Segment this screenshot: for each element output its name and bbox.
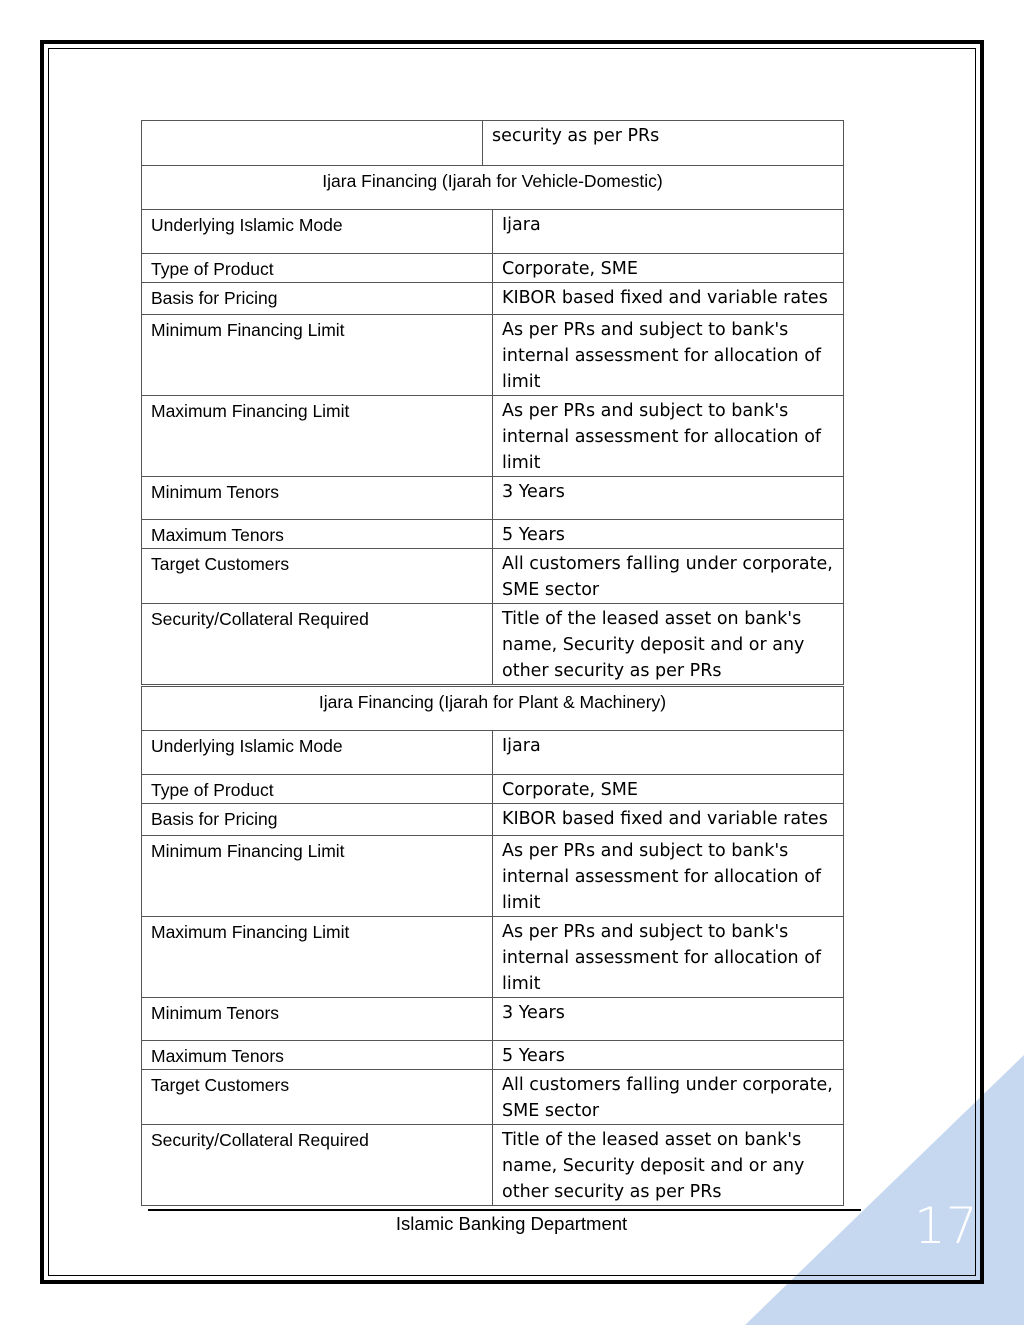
row-label: Maximum Tenors bbox=[142, 1041, 493, 1070]
table-row bbox=[142, 549, 844, 604]
table-row bbox=[142, 775, 844, 804]
row-label: Security/Collateral Required bbox=[142, 604, 493, 685]
row-label: Type of Product bbox=[142, 775, 493, 804]
table-title: Ijara Financing (Ijarah for Vehicle-Domestic) bbox=[142, 166, 844, 210]
row-value: 5 Years bbox=[493, 1041, 844, 1070]
row-value: 5 Years bbox=[493, 520, 844, 549]
table-row bbox=[142, 210, 844, 254]
table-row bbox=[142, 396, 844, 477]
row-value: KIBOR based fixed and variable rates bbox=[493, 283, 844, 315]
row-value: 3 Years bbox=[493, 998, 844, 1041]
table-row bbox=[142, 998, 844, 1041]
row-label: Underlying Islamic Mode bbox=[142, 731, 493, 775]
row-label: Target Customers bbox=[142, 1070, 493, 1125]
table-row bbox=[142, 804, 844, 836]
table-row bbox=[142, 121, 844, 166]
table-row bbox=[142, 1070, 844, 1125]
row-label: Maximum Financing Limit bbox=[142, 917, 493, 998]
row-value: As per PRs and subject to bank's internal assessment for allocation of limit bbox=[493, 396, 844, 477]
row-label: Underlying Islamic Mode bbox=[142, 210, 493, 254]
row-label: Basis for Pricing bbox=[142, 283, 493, 315]
row-value: KIBOR based fixed and variable rates bbox=[493, 804, 844, 836]
ijara-plant-machinery-table bbox=[141, 686, 844, 1206]
continued-table bbox=[141, 120, 844, 166]
row-value: Title of the leased asset on bank's name, Security deposit and or any other security as per PRs bbox=[493, 1125, 844, 1206]
row-label: Type of Product bbox=[142, 254, 493, 283]
row-label: Basis for Pricing bbox=[142, 804, 493, 836]
row-label: Maximum Tenors bbox=[142, 520, 493, 549]
table-row bbox=[142, 254, 844, 283]
table-row bbox=[142, 1041, 844, 1070]
table-row bbox=[142, 836, 844, 917]
row-label: Target Customers bbox=[142, 549, 493, 604]
page-number: 17 bbox=[914, 1197, 978, 1255]
table-row bbox=[142, 315, 844, 396]
table-row bbox=[142, 1125, 844, 1206]
row-value: As per PRs and subject to bank's internal assessment for allocation of limit bbox=[493, 315, 844, 396]
row-label: Minimum Tenors bbox=[142, 998, 493, 1041]
table-row bbox=[142, 731, 844, 775]
table-title-row bbox=[142, 687, 844, 731]
row-label: Maximum Financing Limit bbox=[142, 396, 493, 477]
row-value: Ijara bbox=[493, 731, 844, 775]
footer-rule bbox=[148, 1209, 861, 1211]
row-value: All customers falling under corporate, SME sector bbox=[493, 1070, 844, 1125]
row-value: As per PRs and subject to bank's internal assessment for allocation of limit bbox=[493, 836, 844, 917]
row-value: Ijara bbox=[493, 210, 844, 254]
row-value: security as per PRs bbox=[483, 121, 844, 166]
row-label: Security/Collateral Required bbox=[142, 1125, 493, 1206]
empty-cell bbox=[142, 121, 483, 166]
row-label: Minimum Tenors bbox=[142, 477, 493, 520]
row-value: Corporate, SME bbox=[493, 254, 844, 283]
table-row bbox=[142, 604, 844, 685]
table-title: Ijara Financing (Ijarah for Plant & Machinery) bbox=[142, 687, 844, 731]
table-row bbox=[142, 520, 844, 549]
row-value: Corporate, SME bbox=[493, 775, 844, 804]
ijara-vehicle-table bbox=[141, 165, 844, 685]
row-label: Minimum Financing Limit bbox=[142, 836, 493, 917]
row-value: 3 Years bbox=[493, 477, 844, 520]
footer-department: Islamic Banking Department bbox=[395, 1213, 628, 1234]
table-row bbox=[142, 477, 844, 520]
row-value: As per PRs and subject to bank's internal assessment for allocation of limit bbox=[493, 917, 844, 998]
row-label: Minimum Financing Limit bbox=[142, 315, 493, 396]
table-row bbox=[142, 283, 844, 315]
row-value: All customers falling under corporate, SME sector bbox=[493, 549, 844, 604]
table-title-row bbox=[142, 166, 844, 210]
row-value: Title of the leased asset on bank's name, Security deposit and or any other security as per PRs bbox=[493, 604, 844, 685]
table-row bbox=[142, 917, 844, 998]
